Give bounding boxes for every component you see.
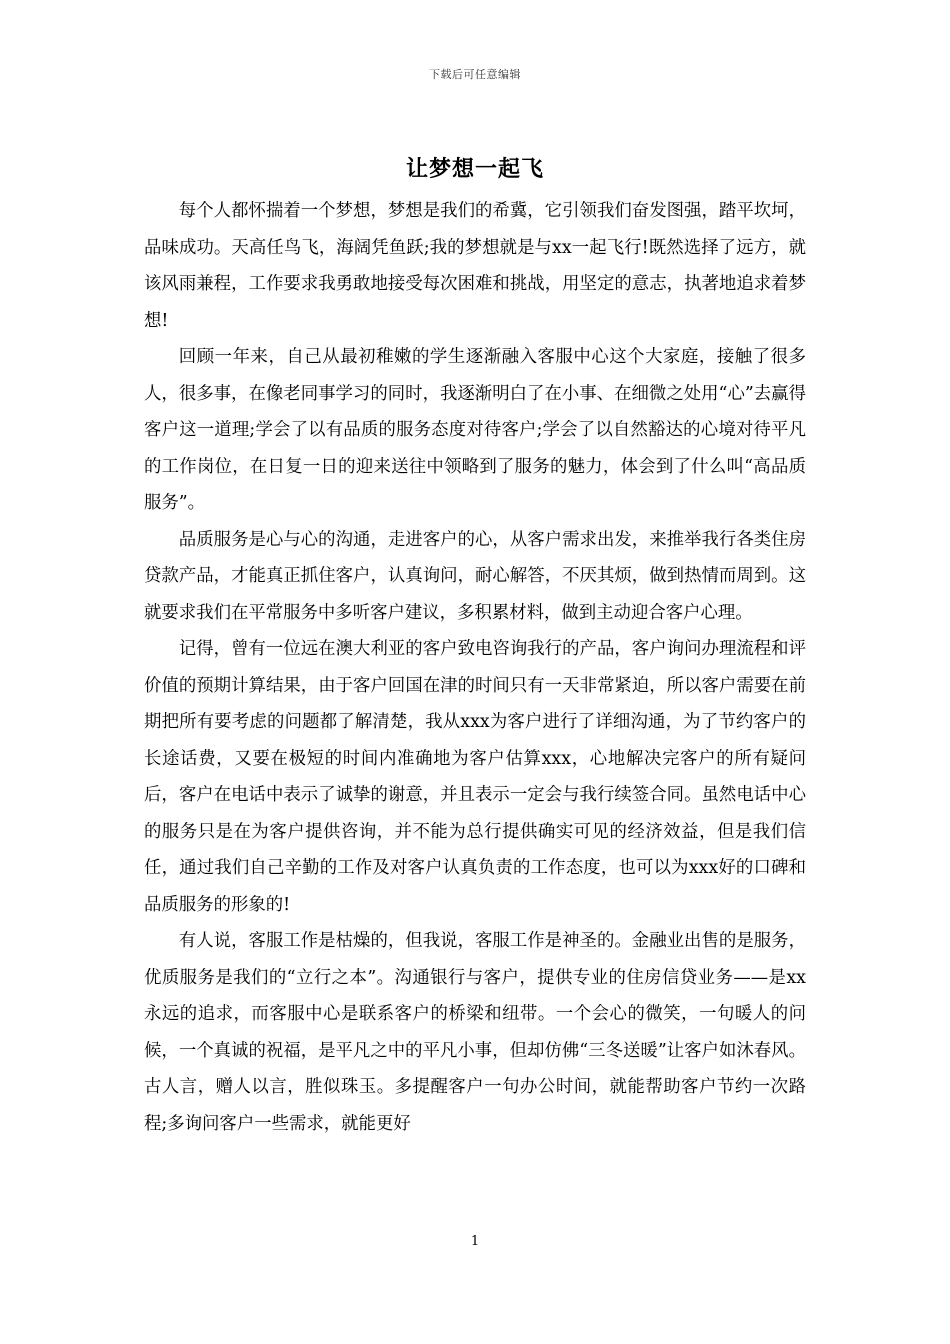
paragraph-3: 品质服务是心与心的沟通，走进客户的心，从客户需求出发，来推举我行各类住房贷款产品，才能真正抓住客户，认真询问，耐心解答，不厌其烦，做到热情而周到。这就要求我们在平常服务中多听客户建议，多积累材料，做到主动迎合客户心理。 [144, 529, 806, 623]
header-note: 下载后可任意编辑 [429, 68, 521, 81]
paragraph-5: 有人说，客服工作是枯燥的，但我说，客服工作是神圣的。金融业出售的是服务，优质服务是我们的“立行之本”。沟通银行与客户，提供专业的住房信贷业务——是xx永远的追求，而客服中心是联系客户的桥梁和纽带。一个会心的微笑，一句暖人的问候，一个真诚的祝福，是平凡之中的平凡小事，但却仿佛“三冬送暖”让客户如沐春风。古人言，赠人以言，胜似珠玉。多提醒客户一句办公时间，就能帮助客户节约一次路程;多询问客户一些需求，就能更好 [144, 931, 806, 1134]
paragraph-2: 回顾一年来，自己从最初稚嫩的学生逐渐融入客服中心这个大家庭，接触了很多人，很多事，在像老同事学习的同时，我逐渐明白了在小事、在细微之处用“心”去赢得客户这一道理;学会了以有品质的服务态度对待客户;学会了以自然豁达的心境对待平凡的工作岗位，在日复一日的迎来送往中领略到了服务的魅力，体会到了什么叫“高品质服务”。 [144, 347, 806, 513]
document-title: 让梦想一起飞 [405, 156, 544, 182]
paragraph-1: 每个人都怀揣着一个梦想，梦想是我们的希冀，它引领我们奋发图强，踏平坎坷，品味成功。天高任鸟飞，海阔凭鱼跃;我的梦想就是与xx一起飞行!既然选择了远方，就该风雨兼程，工作要求我勇敢地接受每次困难和挑战，用坚定的意志，执著地追求着梦想! [144, 201, 806, 331]
page-number: 1 [470, 1234, 480, 1249]
paragraph-4: 记得，曾有一位远在澳大利亚的客户致电咨询我行的产品，客户询问办理流程和评价值的预期计算结果，由于客户回国在津的时间只有一天非常紧迫，所以客户需要在前期把所有要考虑的问题都了解清楚，我从xxx为客户进行了详细沟通，为了节约客户的长途话费，又要在极短的时间内准确地为客户估算xxx，心地解决完客户的所有疑问后，客户在电话中表示了诚挚的谢意，并且表示一定会与我行续签合同。虽然电话中心的服务只是在为客户提供咨询，并不能为总行提供确实可见的经济效益，但是我们信任，通过我们自己辛勤的工作及对客户认真负责的工作态度，也可以为xxx好的口碑和品质服务的形象的! [144, 639, 806, 915]
document-body [144, 193, 806, 1142]
